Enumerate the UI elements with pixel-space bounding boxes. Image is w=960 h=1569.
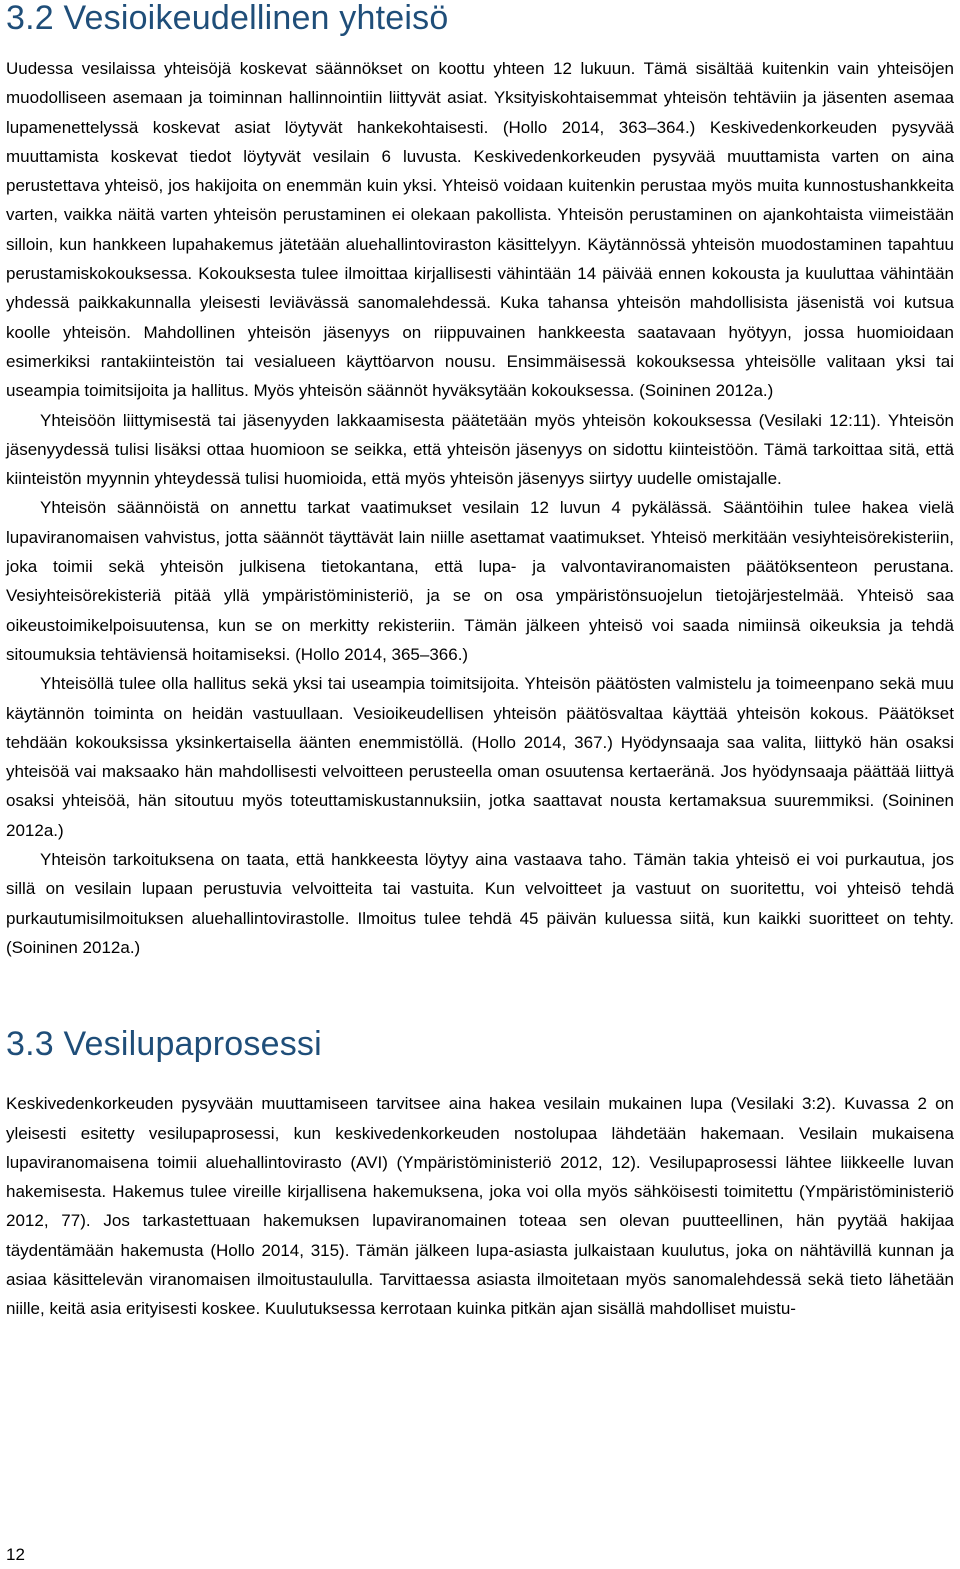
paragraph: Keskivedenkorkeuden pysyvään muuttamiseen tarvitsee aina hakea vesilain mukainen lupa (Vesilaki 3:2). Kuvassa 2 on yleisesti esitetty vesilupaprosessi, kun keskivedenkorkeuden nostolupaa lähdetään hakemaan. Vesilain mukaisena lupaviranomaisena toimii aluehallintovirasto (AVI) (Ympäristöministeriö 2012, 12). Vesilupaprosessi lähtee liikkeelle luvan hakemisesta. Hakemus tulee vireille kirjallisena hakemuksena, joka voi olla myös sähköisesti toimitettu (Ympäristöministeriö 2012, 77). Jos tarkastettuaan hakemuksen lupaviranomainen toteaa sen olevan puutteellinen, hän pyytää hakijaa täydentämään hakemusta (Hollo 2014, 315). Tämän jälkeen lupa-asiasta julkaistaan kuulutus, joka on nähtävillä kunnan ja asiaa käsittelevän viranomaisen ilmoitustaululla. Tarvittaessa asiasta ilmoitetaan myös sanomalehdessä sekä tieto lähetään niille, keitä asia erityisesti koskee. Kuulutuksessa kerrotaan kuinka pitkän ajan sisällä mahdolliset muistu- — [6, 1094, 954, 1319]
paragraph: Yhteisön tarkoituksena on taata, että hankkeesta löytyy aina vastaava taho. Tämän takia yhteisö ei voi purkautua, jos sillä on vesilain lupaan perustuvia velvoitteita tai vastuita. Kun velvoitteet ja vastuut on suoritettu, voi yhteisö tehdä purkautumisilmoituksen aluehallintovirastolle. Ilmoitus tulee tehdä 45 päivän kuluessa siitä, kun kaikki suoritteet on tehty. (Soininen 2012a.) — [6, 850, 954, 957]
paragraph: Yhteisön säännöistä on annettu tarkat vaatimukset vesilain 12 luvun 4 pykälässä. Sääntöihin tulee hakea vielä lupaviranomaisen vahvistus, jotta säännöt täyttävät lain niille asettamat vaatimukset. Yhteisö merkitään vesiyhteisörekisteriin, joka toimii sekä yhteisön julkisena tietokantana, että lupa- ja valvontaviranomaisten päätöksenteon perustana. Vesiyhteisörekisteriä pitää yllä ympäristöministeriö, ja se on osa ympäristönsuojelun tietojärjestelmää. Yhteisö saa oikeustoimikelpoisuutensa, kun se on merkitty rekisteriin. Tämän jälkeen yhteisö voi saada nimiinsä oikeuksia ja tehdä sitoumuksia tehtäviensä hoitamiseksi. (Hollo 2014, 365–366.) — [6, 498, 954, 664]
section-heading-vesilupaprosessi: 3.3 Vesilupaprosessi — [6, 1025, 322, 1064]
paragraph: Yhteisöön liittymisestä tai jäsenyyden lakkaamisesta päätetään myös yhteisön kokouksessa (Vesilaki 12:11). Yhteisön jäsenyydessä tulisi lisäksi ottaa huomioon se seikka, että yhteisön jäsenyys on sidottu kiinteistöön. Tämä tarkoittaa sitä, että kiinteistön myynnin yhteydessä tulisi huomioida, että myös yhteisön jäsenyys siirtyy uudelle omistajalle. — [6, 410, 954, 489]
document-page — [6, 0, 954, 1324]
section-body-vesioikeudellinen-yhteiso — [6, 54, 954, 962]
paragraph: Yhteisöllä tulee olla hallitus sekä yksi tai useampia toimitsijoita. Yhteisön päätösten valmistelu ja toimeenpano sekä muu käytännön toiminta on heidän vastuullaan. Vesioikeudellisen yhteisön päätösvaltaa käyttää yhteisön kokous. Päätökset tehdään kokouksissa yksinkertaisella äänten enemmistöllä. (Hollo 2014, 367.) Hyödynsaaja saa valita, liittykö hän osaksi yhteisöä vai maksaako hän mahdollisesti velvoitteen perusteella oman osuutensa kertaeränä. Jos hyödynsaaja päättää liittyä osaksi yhteisöä, hän sitoutuu myös toteuttamiskustannuksiin, jotka saattavat nousta kertamaksua suuremmiksi. (Soininen 2012a.) — [6, 674, 954, 840]
paragraph: Uudessa vesilaissa yhteisöjä koskevat säännökset on koottu yhteen 12 lukuun. Tämä sisältää kuitenkin vain yhteisöjen muodolliseen asemaan ja toiminnan hallinnointiin liittyvät asiat. Yksityiskohtaisemmat yhteisön tehtäviin ja jäsenten asemaa lupamenettelyssä koskevat asiat löytyvät hankekohtaisesti. (Hollo 2014, 363–364.) Keskivedenkorkeuden pysyvää muuttamista koskevat tiedot löytyvät vesilain 6 luvusta. Keskivedenkorkeuden pysyvää muuttamista varten on aina perustettava yhteisö, jos hakijoita on enemmän kuin yksi. Yhteisö voidaan kuitenkin perustaa myös muita kunnostushankkeita varten, vaikka näitä varten yhteisön perustaminen ei olekaan pakollista. Yhteisön perustaminen on ajankohtaista viimeistään silloin, kun hankkeen lupahakemus jätetään aluehallintoviraston käsittelyyn. Käytännössä yhteisön muodostaminen tapahtuu perustamiskokouksessa. Kokouksesta tulee ilmoittaa kirjallisesti vähintään 14 päivää ennen kokousta ja kuuluttaa vähintään yhdessä paikkakunnalla yleisesti leviävässä sanomalehdessä. Kuka tahansa yhteisön mahdollisista jäsenistä voi kutsua koolle yhteisön. Mahdollinen yhteisön jäsenyys on riippuvainen hankkeesta saatavaan hyötyyn, jossa huomioidaan esimerkiksi rantakiinteistön tai vesialueen käyttöarvon nousu. Ensimmäisessä kokouksessa yhteisölle valitaan yksi tai useampia toimitsijoita ja hallitus. Myös yhteisön säännöt hyväksytään kokouksessa. (Soininen 2012a.) — [6, 59, 954, 401]
section-heading-vesioikeudellinen-yhteiso: 3.2 Vesioikeudellinen yhteisö — [6, 0, 449, 37]
page-number: 12 — [6, 1545, 25, 1564]
section-body-vesilupaprosessi — [6, 1089, 954, 1323]
